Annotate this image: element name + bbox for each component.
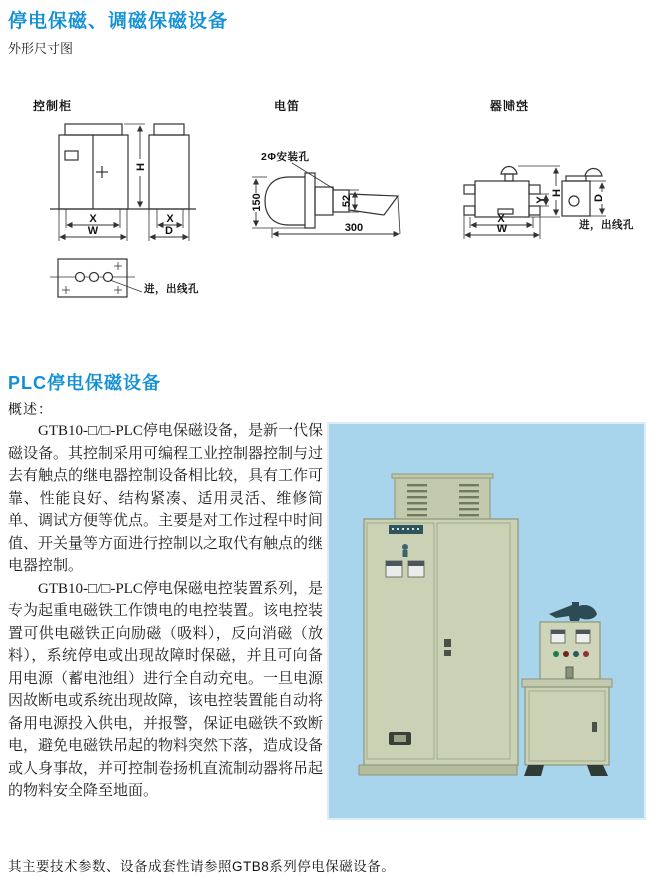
- door-latch: [444, 639, 451, 647]
- cabinet-dim-x: X: [89, 213, 97, 225]
- controller-dim-h: H: [551, 189, 563, 197]
- dimension-drawings: [0, 0, 654, 330]
- cabinet-dim-x2: X: [166, 213, 174, 225]
- cabinet-plan-view: [50, 259, 142, 297]
- product-photo-art: [329, 424, 644, 818]
- cabinet-emblem: [402, 544, 408, 550]
- cabinet-diagram-label: 控制柜: [33, 99, 73, 113]
- controller-wire-holes-note: 进，出线孔: [579, 219, 634, 231]
- cabinet-side-view: [149, 124, 189, 241]
- controller-side-horn-icon: [585, 169, 602, 177]
- cabinet-dim-w: W: [87, 225, 99, 237]
- cabinet-wire-holes-note: 进，出线孔: [144, 283, 199, 295]
- horn-dim-52: 52: [341, 194, 353, 208]
- photo-horn: [549, 602, 597, 621]
- overview-paragraph-1: GTB10-□/□-PLC停电保磁设备，是新一代保磁设备。其控制采用可编程工业控制器控制与过去有触点的继电器控制设备相比较，具有工作可靠、性能良好、结构紧凑、适用灵活、维修简单、调试方便等优点。主要是对工作过程中时间值、开关量等方面进行控制以之取代有触点的继电器控制。: [8, 423, 324, 574]
- lower-box-latch: [592, 722, 597, 732]
- controller-side-view: [562, 169, 606, 217]
- cabinet-dim-h: H: [135, 163, 147, 171]
- mounting-holes-note: 2Φ安装孔: [261, 151, 310, 163]
- footer-reference-note: 其主要技术参数、设备成套性请参照GTB8系列停电保磁设备。: [8, 859, 396, 874]
- product-photo: [327, 422, 646, 820]
- controller-dim-x: X: [497, 213, 505, 225]
- horn-diagram-label: 电笛: [274, 99, 301, 113]
- controller-dim-w: W: [496, 223, 508, 235]
- cabinet-front-view: [50, 124, 196, 241]
- overview-paragraph-2: GTB10-□/□-PLC停电保磁电控装置系列，是专为起重电磁铁工作馈电的电控装置。该电控装置可供电磁铁正向励磁（吸料），反向消磁（放料），系统停电或出现故障时保磁，并且可向备用电源（蓄电池组）进行全自动充电。一旦电源因故断电或系统出现故障，该电控装置能自动将备用电源投入供电，并报警，保证电磁铁不致断电，避免电磁铁吊起的物料突然下落，造成设备或人身事故，并可控制卷扬机直流制动器将吊起的物料安全降至地面。: [8, 580, 324, 799]
- plc-section-title: PLC停电保磁设备: [8, 373, 161, 393]
- controller-dim-y: Y: [535, 196, 547, 204]
- photo-control-unit: [522, 602, 612, 776]
- panel-knob: [566, 667, 573, 678]
- overview-text: [8, 420, 323, 803]
- cabinet-dim-d: D: [165, 225, 173, 237]
- outline-dimension-caption: 外形尺寸图: [8, 41, 74, 56]
- controller-dim-d: D: [593, 194, 605, 202]
- controller-front-view: [464, 166, 563, 239]
- horn-dim-150: 150: [251, 193, 263, 212]
- page-title: 停电保磁、调磁保磁设备: [8, 11, 229, 32]
- overview-label: 概述：: [8, 401, 53, 417]
- controller-label-mirrored-text: 控制器: [489, 99, 529, 113]
- horn-drawing: [251, 163, 400, 238]
- photo-main-cabinet: [359, 474, 518, 775]
- horn-dim-300: 300: [344, 222, 364, 234]
- controller-horn-icon: [501, 167, 517, 175]
